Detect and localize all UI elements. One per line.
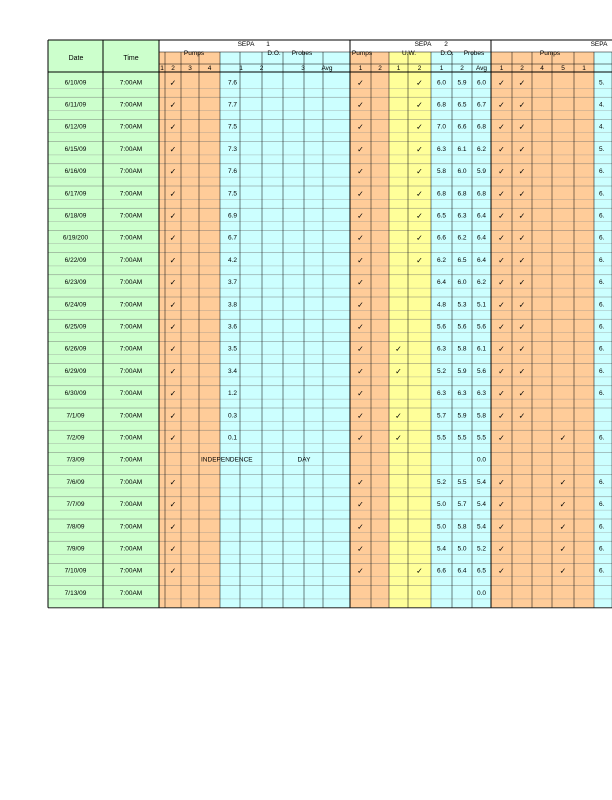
sepa2-do-value: 5.0 [457, 545, 467, 553]
sepa2-do-value: 6.5 [457, 256, 467, 264]
date-cell: 7/13/09 [64, 589, 87, 597]
date-cell: 7/9/09 [66, 545, 85, 553]
sepa1-pump-num: 3 [188, 65, 192, 72]
time-cell: 7:00AM [119, 367, 143, 375]
sepa3-do-value: 4. [599, 101, 605, 109]
sepa1-pump-num: 4 [207, 65, 212, 72]
sepa1-do-value: 3.7 [228, 279, 238, 287]
sepa2-uw-check: ✓ [395, 344, 402, 354]
sepa2-do-value: 7.0 [436, 123, 447, 131]
holiday-note-text: INDEPENDENCE [201, 456, 253, 464]
sepa2-uw-band [389, 52, 431, 608]
sepa2-do-value: 5.8 [457, 345, 467, 353]
sepa2-pump-check: ✓ [357, 566, 364, 576]
sepa2-do-value: 5.7 [436, 412, 447, 420]
sepa3-pump-check: ✓ [518, 389, 526, 399]
time-cell: 7:00AM [119, 190, 143, 198]
date-cell: 7/6/09 [66, 478, 85, 486]
sepa2-pump-check: ✓ [357, 255, 364, 265]
sepa1-pump-check: ✓ [169, 144, 177, 154]
sepa1-probe-num: 1 [239, 65, 243, 72]
sepa1-pump-check: ✓ [169, 411, 177, 421]
sepa1-title: SEPA [237, 41, 255, 48]
sepa2-do-value: 6.8 [476, 123, 487, 131]
sepa2-do-value: 6.0 [476, 79, 487, 87]
sepa2-pump-check: ✓ [357, 300, 364, 310]
sepa3-pump-check: ✓ [498, 233, 505, 243]
sepa1-do-value: 7.3 [228, 145, 238, 153]
sepa2-do-value: 6.0 [457, 279, 467, 287]
date-cell: 6/10/09 [64, 79, 87, 87]
sepa3-pump-check: ✓ [518, 366, 526, 376]
sepa2-probes-label: Probes [463, 50, 485, 57]
sepa2-uw-check: ✓ [416, 167, 423, 177]
sepa2-do-value: 6.3 [476, 390, 487, 398]
sepa2-probe-num: 1 [439, 65, 444, 72]
sepa3-pump-check: ✓ [518, 322, 526, 332]
sepa2-do-value: 5.5 [457, 434, 467, 442]
sepa1-pump-check: ✓ [169, 433, 177, 443]
sepa2-do-value: 6.8 [436, 101, 447, 109]
sepa1-pump-check: ✓ [169, 544, 177, 554]
sepa2-do-value: 6.2 [476, 279, 487, 287]
sepa3-do-value: 6. [599, 545, 605, 553]
sepa1-pump-check: ✓ [169, 477, 177, 487]
sepa3-do-value: 6. [599, 501, 605, 509]
sepa2-uw-header: U.W. [401, 50, 417, 57]
sepa2-do-value: 5.6 [476, 367, 487, 375]
sepa2-do-value: 5.6 [457, 323, 467, 331]
date-cell: 6/19/200 [62, 234, 89, 242]
sepa1-pump-check: ✓ [169, 255, 177, 265]
sepa2-pump-check: ✓ [357, 233, 364, 243]
sepa2-pump-check: ✓ [357, 522, 364, 532]
sepa3-pump-check: ✓ [518, 211, 526, 221]
sepa2-pump-check: ✓ [357, 122, 364, 132]
time-cell: 7:00AM [119, 589, 143, 597]
sepa2-pump-check: ✓ [357, 167, 364, 177]
sepa2-do-value: 5.1 [476, 301, 487, 309]
sepa3-pump-check: ✓ [498, 433, 505, 443]
sepa2-uw-check: ✓ [416, 233, 423, 243]
sepa2-pump-check: ✓ [357, 433, 364, 443]
sepa3-pump-check: ✓ [498, 389, 505, 399]
sepa1-do-value: 3.8 [228, 301, 238, 309]
sepa2-do-label: D.O. [440, 50, 454, 57]
sepa2-uw-check: ✓ [395, 411, 402, 421]
sepa3-pump-check: ✓ [518, 122, 526, 132]
sepa2-do-value: 5.6 [476, 323, 487, 331]
time-cell: 7:00AM [119, 567, 143, 575]
sepa1-pump-check: ✓ [169, 300, 177, 310]
sepa3-pump-check: ✓ [518, 344, 526, 354]
sepa3-pump-check: ✓ [559, 522, 567, 532]
sepa3-pump-num: 4 [540, 65, 544, 72]
sepa2-do-value: 5.5 [457, 478, 467, 486]
sepa3-do-value: 6. [599, 367, 605, 375]
sepa2-do-value: 5.4 [436, 545, 447, 553]
sepa2-do-value: 6.3 [457, 212, 467, 220]
time-cell: 7:00AM [119, 123, 143, 131]
date-cell: 7/1/09 [66, 412, 85, 420]
sepa2-do-value: 6.8 [457, 190, 467, 198]
sepa2-pump-check: ✓ [357, 411, 364, 421]
time-cell: 7:00AM [119, 256, 143, 264]
sepa3-do-value: 5. [599, 145, 605, 153]
date-header: Date [68, 55, 84, 62]
sepa2-probe-num: 2 [460, 65, 464, 72]
date-cell: 6/16/09 [64, 168, 87, 176]
sepa2-do-value: 0.0 [476, 589, 487, 597]
sepa1-pump-check: ✓ [169, 389, 177, 399]
sepa3-pump-check: ✓ [498, 255, 505, 265]
sepa1-pump-num: 2 [171, 65, 175, 72]
sepa3-do-value: 6. [599, 390, 605, 398]
sepa2-do-value: 6.2 [476, 145, 487, 153]
sepa1-do-value: 1.2 [228, 390, 238, 398]
time-cell: 7:00AM [119, 390, 143, 398]
sepa1-pump-check: ✓ [169, 211, 177, 221]
date-cell: 7/2/09 [66, 434, 85, 442]
sepa2-do-value: 5.5 [436, 434, 447, 442]
sepa2-title: SEPA [414, 41, 432, 48]
sepa1-pump-check: ✓ [169, 122, 177, 132]
sepa2-uw-check: ✓ [416, 566, 423, 576]
sepa2-pump-check: ✓ [357, 344, 364, 354]
sepa3-pump-check: ✓ [498, 322, 505, 332]
sepa3-pump-check: ✓ [498, 544, 505, 554]
sepa3-pump-check: ✓ [518, 167, 526, 177]
sepa2-do-value: 6.5 [436, 212, 447, 220]
sepa2-do-value: 6.4 [476, 234, 487, 242]
sepa2-pump-check: ✓ [357, 500, 364, 510]
date-cell: 6/24/09 [64, 301, 87, 309]
sepa1-do-value: 3.4 [228, 367, 238, 375]
date-cell: 6/17/09 [64, 190, 87, 198]
sepa2-do-value: 6.0 [436, 79, 447, 87]
time-cell: 7:00AM [119, 145, 143, 153]
sepa3-pump-check: ✓ [518, 233, 526, 243]
time-cell: 7:00AM [119, 501, 143, 509]
sepa1-pump-check: ✓ [169, 566, 177, 576]
sepa2-do-value: 6.4 [457, 567, 467, 575]
time-cell: 7:00AM [119, 234, 143, 242]
sepa3-do-value: 6. [599, 212, 605, 220]
time-cell: 7:00AM [119, 279, 143, 287]
sepa2-do-value: 6.3 [457, 390, 467, 398]
sepa3-do-value: 6. [599, 345, 605, 353]
sepa1-do-band [220, 52, 350, 608]
sepa2-do-value: 6.1 [457, 145, 467, 153]
sepa2-do-value: 5.9 [457, 79, 467, 87]
sepa3-pump-check: ✓ [559, 544, 567, 554]
sepa1-do-value: 6.7 [228, 234, 238, 242]
sepa3-do-value: 6. [599, 567, 605, 575]
sepa2-uw-check: ✓ [416, 189, 423, 199]
sepa3-pump-num: 1 [582, 65, 586, 72]
sepa3-pump-check: ✓ [498, 211, 505, 221]
sepa3-pump-check: ✓ [518, 144, 526, 154]
sepa2-uw-check: ✓ [416, 255, 423, 265]
date-cell: 7/7/09 [66, 501, 85, 509]
time-cell: 7:00AM [119, 79, 143, 87]
sepa2-do-value: 5.4 [476, 478, 487, 486]
sepa1-pumps-band [159, 52, 220, 608]
date-cell: 6/11/09 [64, 101, 87, 109]
sepa2-pump-check: ✓ [357, 477, 364, 487]
date-cell: 6/12/09 [64, 123, 87, 131]
sepa2-do-value: 5.3 [457, 301, 467, 309]
time-cell: 7:00AM [119, 456, 143, 464]
sepa2-do-value: 6.3 [436, 345, 447, 353]
sepa2-pump-check: ✓ [357, 144, 364, 154]
date-cell: 7/8/09 [66, 523, 85, 531]
sepa2-do-value: 0.0 [476, 456, 487, 464]
sepa3-pump-check: ✓ [518, 278, 526, 288]
sepa3-do-value: 6. [599, 434, 605, 442]
sepa2-do-value: 6.4 [436, 279, 447, 287]
sepa3-pump-check: ✓ [498, 278, 505, 288]
sepa2-do-value: 6.3 [436, 390, 447, 398]
sepa2-do-value: 5.0 [436, 523, 447, 531]
sepa3-do-value: 5. [599, 79, 605, 87]
sepa3-pump-check: ✓ [498, 189, 505, 199]
time-cell: 7:00AM [119, 412, 143, 420]
sepa2-pump-check: ✓ [357, 366, 364, 376]
sepa2-pump-check: ✓ [357, 78, 364, 88]
sepa2-uw-check: ✓ [416, 144, 423, 154]
sepa1-do-value: 6.9 [228, 212, 238, 220]
sepa3-do-value: 6. [599, 234, 605, 242]
date-cell: 7/10/09 [64, 567, 87, 575]
sepa1-probe-num: 3 [301, 65, 305, 72]
sepa1-pump-num: 1 [160, 65, 164, 72]
sepa2-do-value: 6.2 [436, 256, 447, 264]
sepa3-pump-check: ✓ [559, 566, 567, 576]
sepa1-pump-check: ✓ [169, 344, 177, 354]
sepa3-do-value: 4. [599, 123, 605, 131]
sepa2-uw-num: 1 [396, 65, 401, 72]
date-cell: 6/22/09 [64, 256, 87, 264]
sepa1-do-value: 7.6 [228, 79, 238, 87]
sepa1-probe-num: 2 [259, 65, 264, 72]
sepa3-pump-check: ✓ [518, 300, 526, 310]
sepa3-pump-num: 5 [561, 65, 565, 72]
date-cell: 6/15/09 [64, 145, 87, 153]
sepa3-do-value: 6. [599, 168, 605, 176]
date-cell: 6/25/09 [64, 323, 87, 331]
sepa2-do-value: 5.7 [457, 501, 467, 509]
sepa2-pump-check: ✓ [357, 278, 364, 288]
date-cell: 6/29/09 [64, 367, 87, 375]
sepa1-pump-check: ✓ [169, 167, 177, 177]
sepa3-do-value: 6. [599, 323, 605, 331]
sepa3-pump-check: ✓ [498, 144, 505, 154]
time-cell: 7:00AM [119, 101, 143, 109]
sepa2-pump-check: ✓ [357, 100, 364, 110]
sepa1-pump-check: ✓ [169, 189, 177, 199]
time-cell: 7:00AM [119, 434, 143, 442]
sepa2-do-value: 6.5 [457, 101, 467, 109]
sepa2-do-value: 5.2 [436, 478, 447, 486]
sepa2-pumps-band [350, 52, 389, 608]
time-cell: 7:00AM [119, 523, 143, 531]
sepa2-uw-check: ✓ [395, 366, 402, 376]
time-cell: 7:00AM [119, 301, 143, 309]
date-cell: 6/26/09 [64, 345, 87, 353]
sepa3-pump-check: ✓ [518, 78, 526, 88]
sepa2-pump-check: ✓ [357, 389, 364, 399]
sepa3-pump-check: ✓ [498, 167, 505, 177]
sepa3-pump-check: ✓ [498, 100, 505, 110]
sepa1-do-value: 0.1 [228, 434, 238, 442]
sepa3-pump-check: ✓ [498, 344, 505, 354]
sepa2-pump-check: ✓ [357, 322, 364, 332]
sepa2-pump-num: 1 [358, 65, 363, 72]
sepa3-pump-check: ✓ [559, 477, 567, 487]
sepa2-do-value: 5.8 [436, 168, 447, 176]
sepa3-pump-check: ✓ [498, 411, 505, 421]
sepa1-do-label: D.O. [267, 50, 281, 57]
sepa1-do-value: 3.6 [228, 323, 238, 331]
sepa1-pump-check: ✓ [169, 233, 177, 243]
sepa1-do-value: 7.5 [228, 190, 238, 198]
sepa3-pump-check: ✓ [518, 411, 526, 421]
sepa2-do-value: 6.6 [436, 234, 447, 242]
sepa2-do-value: 6.6 [457, 123, 467, 131]
sepa2-do-value: 6.6 [436, 567, 447, 575]
date-cell: 6/23/09 [64, 279, 87, 287]
time-cell: 7:00AM [119, 168, 143, 176]
sepa1-probes-label: Probes [291, 50, 313, 57]
sepa3-pump-check: ✓ [498, 566, 505, 576]
sepa1-number: 1 [266, 41, 270, 48]
time-cell: 7:00AM [119, 323, 143, 331]
sepa1-do-value: 0.3 [228, 412, 238, 420]
sepa2-do-value: 6.4 [476, 256, 487, 264]
sepa2-pump-check: ✓ [357, 544, 364, 554]
sepa2-do-value: 5.9 [457, 412, 467, 420]
date-cell: 6/18/09 [64, 212, 87, 220]
sepa3-pumps-header: Pumps [539, 50, 561, 57]
sepa3-pump-check: ✓ [498, 477, 505, 487]
sepa1-do-value: 7.7 [228, 101, 238, 109]
sepa2-do-value: 5.8 [457, 523, 467, 531]
sepa2-pump-num: 2 [378, 65, 382, 72]
sepa1-pump-check: ✓ [169, 78, 177, 88]
sepa2-do-value: 5.2 [476, 545, 487, 553]
sepa2-do-value: 5.9 [457, 367, 467, 375]
sepa3-do-value: 6. [599, 256, 605, 264]
time-header: Time [123, 55, 139, 62]
sepa3-pump-check: ✓ [498, 122, 505, 132]
sepa1-pump-check: ✓ [169, 278, 177, 288]
date-cell: 7/3/09 [66, 456, 85, 464]
sepa1-do-value: 7.5 [228, 123, 238, 131]
sepa2-do-value: 6.4 [476, 212, 487, 220]
time-cell: 7:00AM [119, 345, 143, 353]
sepa2-uw-check: ✓ [416, 122, 423, 132]
sepa3-pump-check: ✓ [498, 78, 505, 88]
sepa2-do-value: 5.8 [476, 412, 487, 420]
sepa2-uw-check: ✓ [416, 78, 423, 88]
sepa1-pumps-header: Pumps [183, 50, 205, 57]
sepa2-do-value: 6.8 [436, 190, 447, 198]
sepa2-do-value: 4.8 [436, 301, 447, 309]
sepa2-uw-num: 2 [417, 65, 422, 72]
sepa3-pump-check: ✓ [518, 189, 526, 199]
sepa3-do-value: 6. [599, 523, 605, 531]
date-cell: 6/30/09 [64, 390, 87, 398]
sepa1-pump-check: ✓ [169, 366, 177, 376]
sepa2-do-value: 6.1 [476, 345, 487, 353]
sepa1-pump-check: ✓ [169, 100, 177, 110]
sepa3-pump-num: 1 [499, 65, 504, 72]
time-cell: 7:00AM [119, 212, 143, 220]
sepa2-pump-check: ✓ [357, 211, 364, 221]
sepa3-do-value: 6. [599, 301, 605, 309]
sepa3-pump-check: ✓ [498, 500, 505, 510]
sepa3-pump-check: ✓ [559, 433, 567, 443]
sepa2-do-value: 5.4 [476, 501, 487, 509]
sepa3-pumps-band [491, 52, 594, 608]
sepa1-probe-num: Avg [321, 65, 333, 72]
sepa2-uw-check: ✓ [395, 433, 402, 443]
sepa2-uw-check: ✓ [416, 100, 423, 110]
sepa2-pumps-header: Pumps [351, 50, 373, 57]
sepa3-do-value: 6. [599, 478, 605, 486]
sepa3-pump-num: 2 [520, 65, 524, 72]
sepa3-do-value: 6. [599, 190, 605, 198]
sepa2-do-value: 5.9 [476, 168, 487, 176]
sepa1-do-value: 3.5 [228, 345, 238, 353]
sepa1-pump-check: ✓ [169, 522, 177, 532]
sepa2-do-value: 6.5 [476, 567, 487, 575]
sepa2-uw-check: ✓ [416, 211, 423, 221]
sepa2-do-value: 6.3 [436, 145, 447, 153]
sepa3-pump-check: ✓ [498, 366, 505, 376]
sepa2-do-value: 5.0 [436, 501, 447, 509]
sepa2-do-value: 6.8 [476, 190, 487, 198]
sepa2-do-value: 5.2 [436, 367, 447, 375]
sepa3-pump-check: ✓ [559, 500, 567, 510]
sepa1-pump-check: ✓ [169, 500, 177, 510]
sepa1-pump-check: ✓ [169, 322, 177, 332]
sepa3-pump-check: ✓ [498, 522, 505, 532]
sepa3-title: SEPA [590, 41, 608, 48]
sepa2-do-value: 6.7 [476, 101, 487, 109]
sepa2-do-value: 5.5 [476, 434, 487, 442]
sepa3-do-value: 6. [599, 279, 605, 287]
sepa3-pump-check: ✓ [518, 255, 526, 265]
sepa2-do-value: 6.0 [457, 168, 467, 176]
sepa1-do-value: 4.2 [228, 256, 238, 264]
holiday-note-day: DAY [297, 456, 311, 464]
sepa2-number: 2 [444, 41, 448, 48]
sepa3-pump-check: ✓ [518, 100, 526, 110]
sepa2-do-value: 5.4 [476, 523, 487, 531]
sepa2-probe-num: Avg [475, 65, 488, 72]
sepa3-pump-check: ✓ [498, 300, 505, 310]
sepa2-pump-check: ✓ [357, 189, 364, 199]
time-cell: 7:00AM [119, 545, 143, 553]
time-cell: 7:00AM [119, 478, 143, 486]
sepa1-do-value: 7.6 [228, 168, 238, 176]
sepa2-do-value: 6.2 [457, 234, 467, 242]
sepa2-do-value: 5.6 [436, 323, 447, 331]
